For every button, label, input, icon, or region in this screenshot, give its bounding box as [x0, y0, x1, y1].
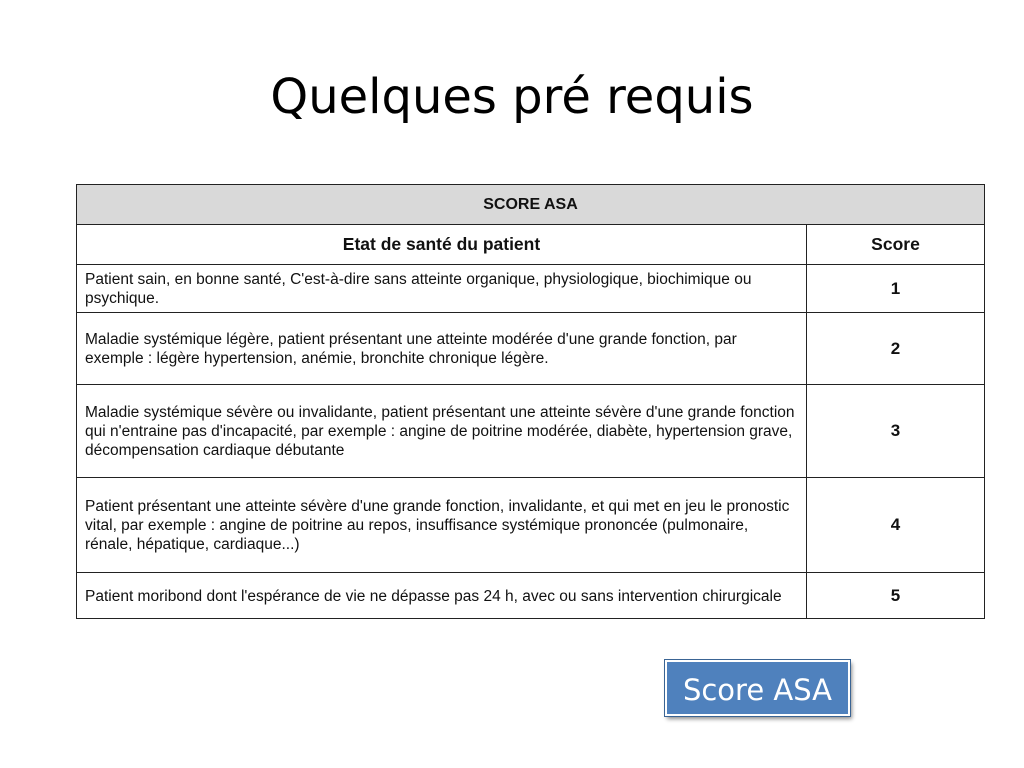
column-header-description: Etat de santé du patient [77, 225, 807, 265]
row-score: 1 [807, 265, 985, 313]
slide-title: Quelques pré requis [270, 69, 754, 125]
table-caption-row [77, 185, 985, 225]
row-score: 5 [807, 573, 985, 619]
table-row [77, 573, 985, 619]
table-row [77, 385, 985, 478]
table-row [77, 313, 985, 385]
table-header-row [77, 225, 985, 265]
asa-score-table [76, 184, 985, 619]
row-description: Patient sain, en bonne santé, C'est-à-dire sans atteinte organique, physiologique, biochimique ou psychique. [77, 265, 807, 313]
table-caption: SCORE ASA [77, 185, 985, 225]
row-description: Patient moribond dont l'espérance de vie ne dépasse pas 24 h, avec ou sans intervention chirurgicale [77, 573, 807, 619]
row-score: 3 [807, 385, 985, 478]
row-description: Patient présentant une atteinte sévère d'une grande fonction, invalidante, et qui met en jeu le pronostic vital, par exemple : angine de poitrine au repos, insuffisance systémique prononcée (pulmonaire, rénale, hépatique, cardiaque...) [77, 478, 807, 573]
row-description: Maladie systémique légère, patient présentant une atteinte modérée d'une grande fonction, par exemple : légère hypertension, anémie, bronchite chronique légère. [77, 313, 807, 385]
row-score: 2 [807, 313, 985, 385]
table-row [77, 478, 985, 573]
row-score: 4 [807, 478, 985, 573]
score-asa-badge: Score ASA [665, 660, 850, 716]
column-header-score: Score [807, 225, 985, 265]
row-description: Maladie systémique sévère ou invalidante, patient présentant une atteinte sévère d'une grande fonction qui n'entraine pas d'incapacité, par exemple : angine de poitrine modérée, diabète, hypertension grave, décompensation cardiaque débutante [77, 385, 807, 478]
table-row [77, 265, 985, 313]
